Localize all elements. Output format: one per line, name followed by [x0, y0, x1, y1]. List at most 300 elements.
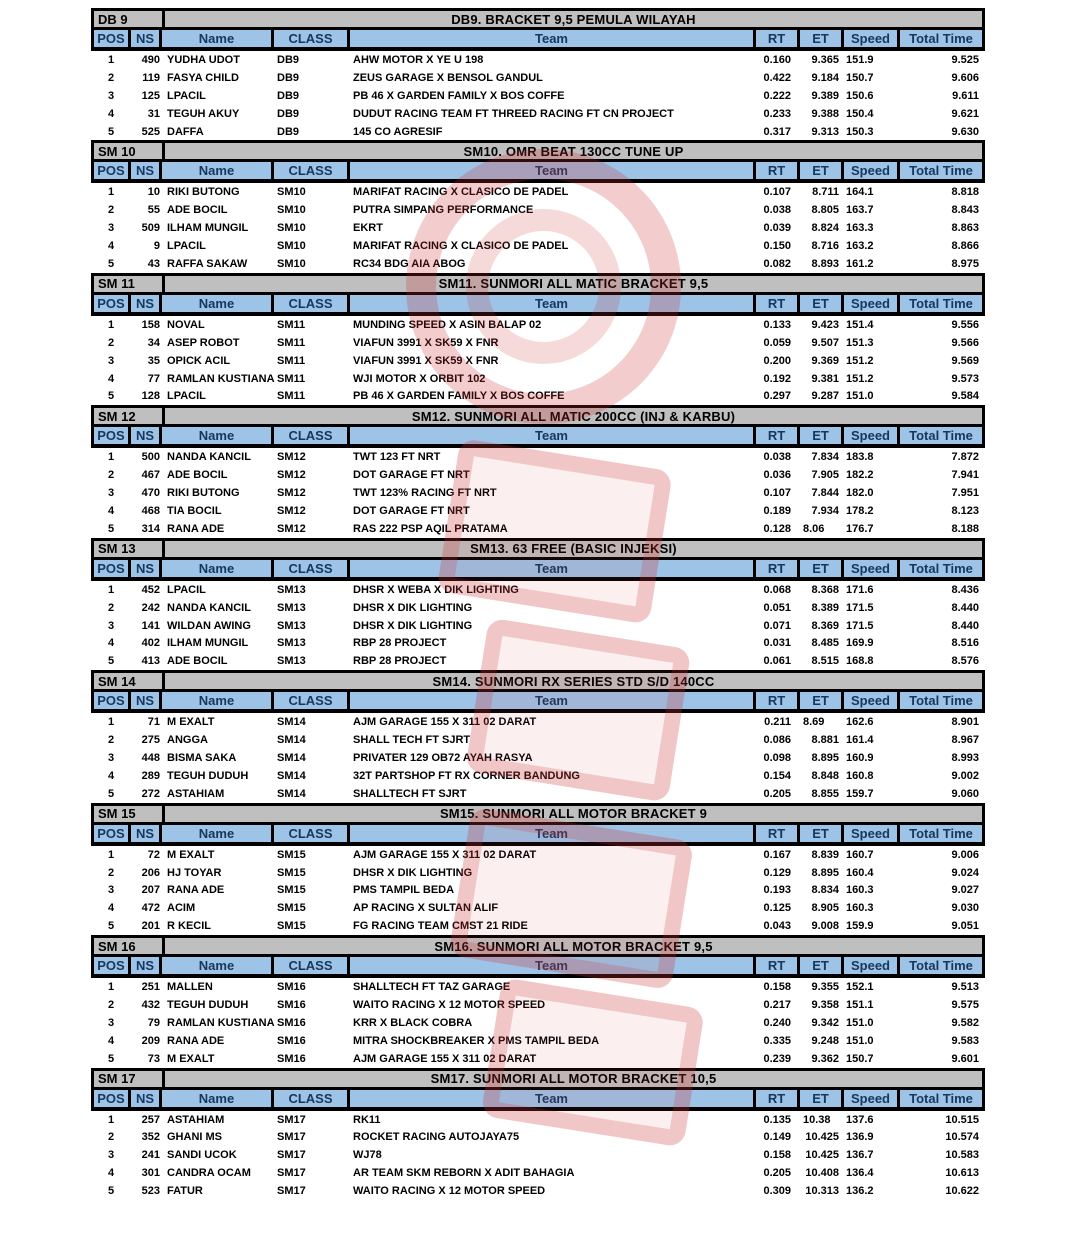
cell-speed: 150.7 — [846, 1052, 874, 1065]
cell-total: 7.872 — [951, 451, 979, 464]
cell-et: 8.839 — [811, 848, 839, 861]
cell-team: FG RACING TEAM CMST 21 RIDE — [353, 920, 528, 933]
cell-ns: 525 — [141, 125, 160, 138]
cell-rt: 0.297 — [763, 390, 791, 403]
cell-rt: 0.211 — [764, 716, 791, 729]
cell-team: RBP 28 PROJECT — [353, 637, 447, 650]
cell-speed: 163.2 — [846, 240, 874, 253]
cell-team: AR TEAM SKM REBORN X ADIT BAHAGIA — [353, 1167, 575, 1180]
cell-total: 9.583 — [951, 1034, 979, 1047]
cell-speed: 150.7 — [846, 71, 874, 84]
cell-total: 8.818 — [951, 186, 979, 199]
cell-pos: 4 — [107, 504, 115, 517]
section-header-row — [91, 670, 985, 692]
cell-total: 7.951 — [951, 487, 979, 500]
column-header-speed: Speed — [844, 825, 900, 842]
column-header-class: CLASS — [274, 957, 350, 974]
column-header-et: ET — [800, 162, 844, 179]
cell-team: AP RACING X SULTAN ALIF — [353, 902, 499, 915]
cell-class: SM14 — [277, 734, 306, 747]
cell-speed: 150.3 — [846, 125, 874, 138]
column-header-name: Name — [162, 692, 274, 709]
cell-ns: 72 — [147, 848, 160, 861]
cell-speed: 151.4 — [846, 318, 874, 331]
cell-class: SM11 — [277, 390, 306, 403]
bracket-section — [91, 803, 985, 935]
table-row — [91, 448, 985, 466]
cell-et: 8.368 — [811, 583, 839, 596]
cell-class: DB9 — [277, 125, 300, 138]
cell-ns: 77 — [147, 372, 160, 385]
cell-class: SM17 — [277, 1131, 306, 1144]
cell-rt: 0.335 — [763, 1034, 791, 1047]
cell-speed: 169.9 — [846, 637, 874, 650]
column-header-rt: RT — [756, 295, 800, 312]
cell-et: 8.855 — [811, 787, 839, 800]
section-title: SM11. SUNMORI ALL MATIC BRACKET 9,5 — [438, 276, 709, 292]
column-header-rt: RT — [756, 957, 800, 974]
cell-et: 10.408 — [805, 1167, 839, 1180]
cell-ns: 242 — [141, 601, 160, 614]
cell-ns: 209 — [141, 1034, 160, 1047]
cell-class: SM13 — [277, 655, 306, 668]
column-header-ns: NS — [131, 295, 162, 312]
cell-speed: 162.6 — [846, 716, 874, 729]
cell-pos: 1 — [107, 716, 115, 729]
cell-class: SM13 — [277, 637, 306, 650]
cell-ns: 500 — [141, 451, 160, 464]
cell-total: 9.060 — [951, 787, 979, 800]
cell-team: PRIVATER 129 OB72 AYAH RASYA — [353, 751, 533, 764]
column-header-speed: Speed — [844, 560, 900, 577]
cell-speed: 160.3 — [846, 884, 874, 897]
cell-pos: 4 — [107, 769, 115, 782]
column-header-name: Name — [162, 30, 274, 47]
cell-speed: 161.2 — [846, 257, 874, 270]
column-header-rt: RT — [756, 1090, 800, 1107]
table-row — [91, 1182, 985, 1200]
cell-team: PUTRA SIMPANG PERFORMANCE — [353, 204, 534, 217]
table-row — [91, 899, 985, 917]
cell-pos: 2 — [107, 601, 115, 614]
cell-ns: 472 — [141, 902, 160, 915]
cell-total: 8.863 — [951, 222, 979, 235]
cell-name: RIKI BUTONG — [167, 186, 240, 199]
cell-rt: 0.158 — [763, 981, 791, 994]
cell-pos: 5 — [107, 787, 115, 800]
cell-et: 10.38 — [803, 1113, 831, 1126]
cell-name: BISMA SAKA — [167, 751, 237, 764]
cell-speed: 150.6 — [846, 89, 874, 102]
cell-class: SM12 — [277, 487, 306, 500]
cell-total: 8.576 — [951, 655, 979, 668]
cell-et: 8.848 — [811, 769, 839, 782]
column-header-pos: POS — [94, 295, 131, 312]
section-header-row — [91, 803, 985, 825]
cell-pos: 1 — [107, 583, 115, 596]
cell-pos: 4 — [107, 902, 115, 915]
column-header-total: Total Time — [909, 1090, 973, 1106]
cell-ns: 452 — [141, 583, 160, 596]
column-header-speed: Speed — [844, 1090, 900, 1107]
cell-pos: 2 — [107, 71, 115, 84]
cell-ns: 272 — [141, 787, 160, 800]
cell-ns: 31 — [147, 107, 160, 120]
column-header-rt: RT — [756, 162, 800, 179]
column-header-team: Team — [350, 162, 756, 179]
column-header-team: Team — [350, 692, 756, 709]
cell-name: WILDAN AWING — [167, 619, 251, 632]
cell-rt: 0.239 — [763, 1052, 791, 1065]
cell-ns: 402 — [141, 637, 160, 650]
cell-rt: 0.086 — [763, 734, 791, 747]
cell-pos: 3 — [107, 884, 115, 897]
table-row — [91, 123, 985, 141]
table-row — [91, 785, 985, 803]
cell-team: DHSR X WEBA X DIK LIGHTING — [353, 583, 519, 596]
cell-class: SM16 — [277, 1052, 306, 1065]
table-row — [91, 599, 985, 617]
cell-ns: 79 — [147, 1016, 160, 1029]
cell-class: SM15 — [277, 884, 306, 897]
cell-class: SM13 — [277, 619, 306, 632]
cell-team: VIAFUN 3991 X SK59 X FNR — [353, 354, 499, 367]
cell-et: 8.805 — [811, 204, 839, 217]
cell-pos: 4 — [107, 1034, 115, 1047]
cell-pos: 5 — [107, 390, 115, 403]
table-row — [91, 69, 985, 87]
table-row — [91, 882, 985, 900]
cell-name: TEGUH DUDUH — [167, 999, 249, 1011]
cell-pos: 1 — [107, 848, 115, 861]
cell-team: WJ78 — [353, 1149, 382, 1162]
column-header-pos: POS — [94, 692, 131, 709]
column-header-et: ET — [800, 1090, 844, 1107]
cell-name: LPACIL — [167, 240, 206, 253]
column-header-team: Team — [350, 825, 756, 842]
table-row — [91, 1164, 985, 1182]
cell-total: 10.583 — [945, 1149, 979, 1162]
column-header-pos: POS — [94, 162, 131, 179]
column-header-rt: RT — [756, 427, 800, 444]
cell-class: SM10 — [277, 222, 306, 235]
cell-et: 8.905 — [811, 902, 839, 915]
cell-et: 7.834 — [811, 451, 839, 464]
cell-et: 9.381 — [811, 372, 839, 385]
cell-rt: 0.205 — [763, 787, 791, 800]
cell-total: 9.006 — [951, 848, 979, 861]
cell-rt: 0.422 — [763, 71, 791, 84]
cell-rt: 0.059 — [763, 336, 791, 349]
column-header-speed: Speed — [844, 30, 900, 47]
cell-name: HJ TOYAR — [167, 866, 222, 879]
column-header-total: Total Time — [909, 295, 973, 311]
cell-name: RAMLAN KUSTIANA — [167, 372, 275, 385]
cell-team: EKRT — [353, 222, 383, 235]
cell-team: MARIFAT RACING X CLASICO DE PADEL — [353, 240, 569, 253]
column-header-row — [91, 162, 985, 183]
section-title: SM13. 63 FREE (BASIC INJEKSI) — [470, 541, 677, 557]
cell-rt: 0.038 — [763, 451, 791, 464]
column-header-class: CLASS — [274, 30, 350, 47]
cell-speed: 151.2 — [846, 372, 874, 385]
cell-ns: 141 — [141, 619, 160, 632]
cell-pos: 4 — [107, 372, 115, 385]
cell-pos: 5 — [107, 1185, 115, 1198]
cell-speed: 151.2 — [846, 354, 874, 367]
cell-class: SM17 — [277, 1149, 306, 1162]
column-header-et: ET — [800, 957, 844, 974]
cell-pos: 5 — [107, 125, 115, 138]
column-header-ns: NS — [131, 30, 162, 47]
cell-team: WAITO RACING X 12 MOTOR SPEED — [353, 999, 546, 1011]
cell-et: 8.834 — [811, 884, 839, 897]
cell-team: SHALLTECH FT TAZ GARAGE — [353, 981, 511, 994]
cell-et: 9.389 — [811, 89, 839, 102]
cell-name: RANA ADE — [167, 884, 225, 897]
cell-team: DHSR X DIK LIGHTING — [353, 619, 473, 632]
cell-name: RANA ADE — [167, 1034, 225, 1047]
cell-ns: 470 — [141, 487, 160, 500]
cell-class: SM15 — [277, 920, 306, 933]
cell-total: 9.630 — [951, 125, 979, 138]
cell-total: 9.030 — [951, 902, 979, 915]
cell-ns: 206 — [141, 866, 160, 879]
cell-team: MITRA SHOCKBREAKER X PMS TAMPIL BEDA — [353, 1034, 600, 1047]
cell-total: 8.901 — [951, 716, 979, 729]
cell-rt: 0.082 — [763, 257, 791, 270]
cell-pos: 3 — [107, 751, 115, 764]
cell-et: 9.248 — [811, 1034, 839, 1047]
cell-team: PMS TAMPIL BEDA — [353, 884, 455, 897]
cell-pos: 3 — [107, 1149, 115, 1162]
cell-team: PB 46 X GARDEN FAMILY X BOS COFFE — [353, 390, 565, 403]
column-header-name: Name — [162, 162, 274, 179]
cell-total: 8.843 — [951, 204, 979, 217]
section-header-row — [91, 8, 985, 30]
section-title: SM16. SUNMORI ALL MOTOR BRACKET 9,5 — [434, 938, 713, 954]
cell-total: 9.611 — [952, 89, 979, 102]
cell-pos: 1 — [107, 981, 115, 994]
cell-total: 8.440 — [951, 619, 979, 632]
cell-speed: 159.9 — [846, 920, 874, 933]
column-header-total: Total Time — [909, 31, 973, 46]
bracket-section — [91, 8, 985, 140]
cell-class: DB9 — [277, 107, 300, 120]
cell-et: 9.388 — [811, 107, 839, 120]
column-header-pos: POS — [94, 825, 131, 842]
section-rows — [91, 1111, 985, 1200]
cell-name: M EXALT — [167, 1052, 215, 1065]
cell-name: ASTAHIAM — [167, 1113, 225, 1126]
table-row — [91, 201, 985, 219]
column-header-row — [91, 560, 985, 581]
cell-ns: 301 — [141, 1167, 160, 1180]
cell-speed: 163.7 — [846, 204, 874, 217]
column-header-ns: NS — [131, 692, 162, 709]
cell-rt: 0.217 — [763, 999, 791, 1011]
cell-speed: 164.1 — [846, 186, 874, 199]
table-row — [91, 1014, 985, 1032]
table-row — [91, 484, 985, 502]
cell-name: OPICK ACIL — [167, 354, 231, 367]
cell-class: SM10 — [277, 186, 306, 199]
cell-team: DUDUT RACING TEAM FT THREED RACING FT CN PROJECT — [353, 107, 674, 120]
cell-name: RANA ADE — [167, 522, 225, 535]
cell-total: 9.584 — [951, 390, 979, 403]
bracket-section — [91, 140, 985, 272]
section-header-row — [91, 140, 985, 162]
cell-et: 8.895 — [811, 866, 839, 879]
cell-total: 10.515 — [945, 1113, 979, 1126]
cell-ns: 125 — [141, 89, 160, 102]
section-code: SM 16 — [94, 938, 165, 954]
cell-total: 10.613 — [945, 1167, 979, 1180]
cell-speed: 160.9 — [846, 751, 874, 764]
column-header-total: Total Time — [909, 560, 973, 576]
cell-team: SHALL TECH FT SJRT — [353, 734, 471, 747]
column-header-ns: NS — [131, 427, 162, 444]
section-code: SM 13 — [94, 541, 165, 557]
cell-et: 8.485 — [811, 637, 839, 650]
cell-pos: 1 — [107, 318, 115, 331]
cell-team: MUNDING SPEED X ASIN BALAP 02 — [353, 318, 542, 331]
table-row — [91, 713, 985, 731]
cell-team: AJM GARAGE 155 X 311 02 DARAT — [353, 716, 537, 729]
cell-pos: 4 — [107, 637, 115, 650]
cell-et: 9.342 — [811, 1016, 839, 1029]
section-code: SM 14 — [94, 673, 165, 689]
cell-et: 9.362 — [811, 1052, 839, 1065]
cell-ns: 71 — [147, 716, 160, 729]
column-header-ns: NS — [131, 162, 162, 179]
column-header-ns: NS — [131, 957, 162, 974]
table-row — [91, 51, 985, 69]
cell-pos: 5 — [107, 655, 115, 668]
cell-name: ADE BOCIL — [167, 469, 228, 482]
cell-class: SM13 — [277, 601, 306, 614]
cell-total: 8.188 — [951, 522, 979, 535]
cell-rt: 0.150 — [763, 240, 791, 253]
cell-pos: 5 — [107, 522, 115, 535]
cell-rt: 0.205 — [763, 1167, 791, 1180]
cell-name: GHANI MS — [167, 1131, 222, 1144]
cell-class: SM16 — [277, 999, 306, 1011]
column-header-total: Total Time — [909, 428, 973, 444]
column-header-class: CLASS — [274, 692, 350, 709]
table-row — [91, 352, 985, 370]
column-header-ns: NS — [131, 825, 162, 842]
cell-speed: 150.4 — [846, 107, 874, 120]
cell-name: FATUR — [167, 1185, 203, 1198]
cell-et: 9.423 — [811, 318, 839, 331]
cell-et: 9.313 — [811, 125, 839, 138]
cell-ns: 432 — [141, 999, 160, 1011]
table-row — [91, 767, 985, 785]
cell-pos: 5 — [107, 1052, 115, 1065]
cell-rt: 0.149 — [763, 1131, 791, 1144]
cell-et: 8.893 — [811, 257, 839, 270]
cell-pos: 2 — [107, 866, 115, 879]
cell-total: 8.993 — [951, 751, 979, 764]
cell-rt: 0.107 — [763, 186, 791, 199]
cell-name: TIA BOCIL — [167, 504, 222, 517]
section-code: SM 11 — [94, 276, 165, 292]
cell-class: SM17 — [277, 1113, 306, 1126]
cell-rt: 0.192 — [763, 372, 791, 385]
cell-class: SM14 — [277, 769, 306, 782]
cell-team: VIAFUN 3991 X SK59 X FNR — [353, 336, 499, 349]
cell-total: 9.027 — [951, 884, 979, 897]
cell-team: WAITO RACING X 12 MOTOR SPEED — [353, 1185, 546, 1198]
cell-name: NOVAL — [167, 318, 205, 331]
section-code: DB 9 — [94, 11, 165, 27]
cell-ns: 34 — [147, 336, 160, 349]
cell-class: SM11 — [277, 372, 306, 385]
cell-rt: 0.061 — [763, 655, 791, 668]
table-row — [91, 1050, 985, 1068]
cell-ns: 128 — [141, 390, 160, 403]
section-title: SM10. OMR BEAT 130CC TUNE UP — [463, 143, 684, 159]
cell-total: 9.513 — [951, 981, 979, 994]
bracket-section — [91, 538, 985, 670]
table-row — [91, 617, 985, 635]
cell-team: TWT 123% RACING FT NRT — [353, 487, 497, 500]
table-row — [91, 996, 985, 1014]
cell-ns: 468 — [141, 504, 160, 517]
cell-pos: 4 — [107, 107, 115, 120]
column-header-pos: POS — [94, 957, 131, 974]
cell-ns: 251 — [141, 981, 160, 994]
cell-et: 10.313 — [805, 1185, 839, 1198]
cell-ns: 241 — [141, 1149, 160, 1162]
cell-speed: 176.7 — [846, 522, 874, 535]
cell-rt: 0.125 — [763, 902, 791, 915]
section-code: SM 10 — [94, 143, 165, 159]
cell-name: NANDA KANCIL — [167, 451, 251, 464]
cell-class: SM15 — [277, 902, 306, 915]
column-header-rt: RT — [756, 825, 800, 842]
cell-total: 8.436 — [951, 583, 979, 596]
cell-rt: 0.039 — [763, 222, 791, 235]
bracket-section — [91, 935, 985, 1067]
cell-pos: 3 — [107, 222, 115, 235]
column-header-class: CLASS — [274, 825, 350, 842]
column-header-speed: Speed — [844, 295, 900, 312]
column-header-pos: POS — [94, 427, 131, 444]
table-row — [91, 370, 985, 388]
cell-pos: 5 — [107, 920, 115, 933]
cell-et: 8.895 — [811, 751, 839, 764]
cell-class: SM12 — [277, 451, 306, 464]
cell-name: CANDRA OCAM — [167, 1167, 251, 1180]
column-header-rt: RT — [756, 692, 800, 709]
cell-class: SM12 — [277, 504, 306, 517]
cell-et: 8.824 — [811, 222, 839, 235]
table-row — [91, 1129, 985, 1147]
table-row — [91, 183, 985, 201]
table-row — [91, 105, 985, 123]
cell-rt: 0.043 — [763, 920, 791, 933]
cell-name: YUDHA UDOT — [167, 53, 240, 66]
column-header-row — [91, 295, 985, 316]
section-rows — [91, 581, 985, 670]
cell-class: SM10 — [277, 204, 306, 217]
cell-speed: 171.5 — [846, 601, 874, 614]
cell-et: 9.358 — [811, 999, 839, 1011]
cell-speed: 159.7 — [846, 787, 874, 800]
column-header-rt: RT — [756, 30, 800, 47]
